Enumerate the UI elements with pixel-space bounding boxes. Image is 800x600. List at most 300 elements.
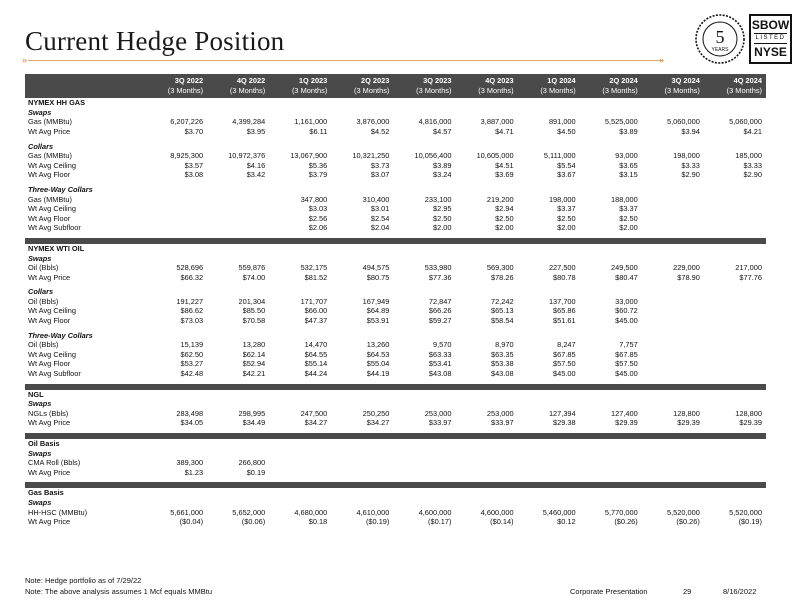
table-cell: 229,000 bbox=[673, 263, 700, 273]
column-header-quarter: 1Q 2023 bbox=[269, 74, 331, 86]
group-header-row bbox=[25, 331, 766, 341]
table-cell: 494,575 bbox=[362, 263, 390, 273]
row-label: Wt Avg Price bbox=[28, 467, 71, 477]
table-cell: $2.56 bbox=[308, 213, 328, 223]
table-cell: 5,661,000 bbox=[170, 507, 204, 517]
table-cell: $6.11 bbox=[309, 126, 328, 136]
table-cell: $1.23 bbox=[184, 467, 204, 477]
column-header-period: (3 Months) bbox=[642, 86, 704, 99]
table-cell: 188,000 bbox=[611, 194, 638, 204]
table-cell: $34.49 bbox=[242, 418, 266, 428]
table-cell: 7,757 bbox=[619, 340, 638, 350]
table-cell bbox=[393, 458, 455, 468]
table-cell: $64.53 bbox=[366, 349, 390, 359]
table-cell: $34.27 bbox=[304, 418, 328, 428]
table-cell: $59.27 bbox=[428, 316, 452, 326]
row-label: Wt Avg Price bbox=[28, 272, 71, 282]
footer-presentation: Corporate Presentation bbox=[570, 587, 648, 596]
table-row bbox=[25, 151, 766, 161]
table-cell bbox=[704, 468, 766, 478]
row-label: HH-HSC (MMBtu) bbox=[28, 507, 88, 517]
table-cell: 13,067,900 bbox=[290, 151, 328, 161]
table-cell: $2.54 bbox=[370, 213, 390, 223]
header-blank-cell bbox=[25, 74, 145, 86]
table-cell: $55.14 bbox=[304, 359, 328, 369]
table-cell: 5,060,000 bbox=[729, 117, 762, 127]
table-cell: $3.33 bbox=[681, 160, 700, 170]
column-header-period: (3 Months) bbox=[704, 86, 766, 99]
table-cell bbox=[145, 195, 207, 205]
table-cell: $44.24 bbox=[304, 369, 328, 379]
column-header-quarter: 3Q 2022 bbox=[145, 74, 207, 86]
table-cell: $33.97 bbox=[428, 418, 452, 428]
table-cell: 191,227 bbox=[176, 296, 204, 306]
table-cell: $66.26 bbox=[428, 306, 452, 316]
table-cell bbox=[642, 204, 704, 214]
table-cell: 10,605,000 bbox=[476, 151, 514, 161]
exchange-name: NYSE bbox=[754, 45, 787, 59]
row-label: Wt Avg Price bbox=[28, 418, 71, 428]
table-cell: $52.94 bbox=[242, 359, 266, 369]
table-cell: 128,800 bbox=[735, 408, 762, 418]
column-header-quarter: 3Q 2023 bbox=[393, 74, 455, 86]
group-header-row bbox=[25, 254, 766, 264]
table-cell: $4.52 bbox=[370, 126, 390, 136]
table-cell: ($0.26) bbox=[676, 517, 700, 527]
table-cell bbox=[580, 468, 642, 478]
table-cell: 3,887,000 bbox=[480, 117, 514, 127]
table-cell bbox=[704, 316, 766, 326]
column-header-quarter: 3Q 2024 bbox=[642, 74, 704, 86]
table-cell: $5.54 bbox=[557, 160, 576, 170]
table-cell: $34.05 bbox=[180, 418, 204, 428]
table-cell: $81.52 bbox=[304, 272, 328, 282]
row-label: Wt Avg Floor bbox=[28, 316, 71, 326]
table-cell: 4,816,000 bbox=[418, 117, 452, 127]
column-header-period: (3 Months) bbox=[207, 86, 269, 99]
column-header-quarter: 2Q 2024 bbox=[580, 74, 642, 86]
table-cell bbox=[642, 297, 704, 307]
row-label: Wt Avg Ceiling bbox=[28, 160, 76, 170]
table-cell: $2.50 bbox=[495, 213, 514, 223]
row-label: Wt Avg Price bbox=[28, 517, 71, 527]
table-cell: 127,394 bbox=[548, 408, 576, 418]
footnote-1: Note: Hedge portfolio as of 7/29/22 bbox=[25, 576, 142, 585]
seal-number: 5 bbox=[715, 27, 725, 47]
table-cell: $80.75 bbox=[366, 272, 390, 282]
table-cell: $42.21 bbox=[242, 369, 266, 379]
table-cell: 532,175 bbox=[300, 263, 328, 273]
table-cell: 5,770,000 bbox=[604, 507, 638, 517]
table-cell bbox=[269, 468, 331, 478]
table-row bbox=[25, 468, 766, 478]
table-cell: $0.12 bbox=[557, 517, 576, 527]
table-cell: $2.04 bbox=[370, 223, 390, 233]
table-cell: 266,800 bbox=[238, 458, 266, 468]
table-cell: $58.54 bbox=[490, 316, 514, 326]
table-cell: ($0.19) bbox=[738, 517, 762, 527]
anniversary-seal-icon bbox=[694, 10, 746, 68]
table-cell: 528,696 bbox=[176, 263, 204, 273]
table-cell: ($0.26) bbox=[614, 517, 638, 527]
table-cell: 5,460,000 bbox=[542, 507, 576, 517]
column-header-period: (3 Months) bbox=[145, 86, 207, 99]
table-cell: 127,400 bbox=[611, 408, 638, 418]
table-cell: $2.50 bbox=[619, 213, 638, 223]
table-cell: $3.01 bbox=[370, 204, 390, 214]
table-cell: $4.71 bbox=[495, 126, 514, 136]
table-cell: $70.58 bbox=[242, 316, 266, 326]
table-cell bbox=[145, 204, 207, 214]
column-header-period: (3 Months) bbox=[331, 86, 393, 99]
table-cell: $53.41 bbox=[428, 359, 452, 369]
table-cell: $3.37 bbox=[619, 204, 638, 214]
table-cell: $29.39 bbox=[677, 418, 700, 428]
table-cell: $53.38 bbox=[490, 359, 514, 369]
table-cell: 201,304 bbox=[238, 296, 266, 306]
table-cell: 128,800 bbox=[673, 408, 700, 418]
table-cell: $51.61 bbox=[553, 316, 576, 326]
row-label: CMA Roll (Bbls) bbox=[28, 458, 81, 468]
table-cell: $2.90 bbox=[681, 170, 700, 180]
table-cell bbox=[455, 468, 517, 478]
group-title: Swaps bbox=[28, 107, 52, 117]
group-title: Swaps bbox=[28, 448, 52, 458]
table-cell: $3.67 bbox=[557, 170, 576, 180]
table-cell: 283,498 bbox=[176, 408, 204, 418]
table-cell: $0.18 bbox=[308, 517, 328, 527]
row-label: Wt Avg Ceiling bbox=[28, 204, 76, 214]
table-cell: 10,972,376 bbox=[228, 151, 266, 161]
table-cell: 5,060,000 bbox=[666, 117, 700, 127]
table-row bbox=[25, 223, 766, 233]
table-row bbox=[25, 170, 766, 180]
table-row bbox=[25, 340, 766, 350]
group-title: Three-Way Collars bbox=[28, 184, 93, 194]
table-cell: 253,000 bbox=[486, 408, 514, 418]
table-cell: $4.50 bbox=[557, 126, 576, 136]
table-cell: $4.21 bbox=[743, 126, 762, 136]
table-cell bbox=[642, 458, 704, 468]
table-cell: $64.89 bbox=[366, 306, 390, 316]
row-label: Wt Avg Floor bbox=[28, 213, 71, 223]
table-cell: 250,250 bbox=[362, 408, 390, 418]
table-cell: $44.19 bbox=[366, 369, 390, 379]
table-cell: ($0.17) bbox=[428, 517, 452, 527]
table-row bbox=[25, 316, 766, 326]
row-label: Oil (Bbls) bbox=[28, 340, 59, 350]
table-cell: $2.90 bbox=[743, 170, 762, 180]
header-quarter-row bbox=[25, 74, 766, 86]
section-header-row bbox=[25, 98, 766, 108]
table-cell: 219,200 bbox=[486, 194, 514, 204]
table-cell: 137,700 bbox=[548, 296, 576, 306]
table-cell bbox=[331, 458, 393, 468]
table-cell bbox=[704, 195, 766, 205]
title-rule bbox=[28, 60, 663, 61]
table-cell: $4.16 bbox=[246, 160, 266, 170]
row-label: Oil (Bbls) bbox=[28, 263, 59, 273]
table-cell: 8,925,300 bbox=[170, 151, 204, 161]
row-label: Wt Avg Subfloor bbox=[28, 369, 81, 379]
table-row bbox=[25, 117, 766, 127]
table-cell: 72,847 bbox=[428, 296, 452, 306]
row-label: NGLs (Bbls) bbox=[28, 408, 69, 418]
company-logo bbox=[694, 10, 794, 68]
table-cell: 227,500 bbox=[548, 263, 576, 273]
row-label: Wt Avg Price bbox=[28, 126, 71, 136]
table-cell: $67.85 bbox=[553, 349, 576, 359]
table-cell: 185,000 bbox=[735, 151, 762, 161]
table-cell: $63.35 bbox=[490, 349, 514, 359]
table-cell: $29.39 bbox=[615, 418, 638, 428]
table-cell: 8,247 bbox=[557, 340, 576, 350]
table-cell bbox=[331, 468, 393, 478]
table-cell: 5,525,000 bbox=[604, 117, 638, 127]
table-cell: $47.37 bbox=[304, 316, 328, 326]
table-cell: $3.07 bbox=[370, 170, 390, 180]
group-header-row bbox=[25, 142, 766, 152]
table-cell: 217,000 bbox=[735, 263, 762, 273]
group-title: Swaps bbox=[28, 253, 52, 263]
table-cell bbox=[704, 297, 766, 307]
table-cell: $43.08 bbox=[428, 369, 452, 379]
table-cell: $3.73 bbox=[370, 160, 390, 170]
table-cell: 5,652,000 bbox=[232, 507, 266, 517]
table-cell: $57.50 bbox=[615, 359, 638, 369]
section-header-row bbox=[25, 439, 766, 449]
table-cell: $2.00 bbox=[619, 223, 638, 233]
table-cell: 14,470 bbox=[304, 340, 328, 350]
table-cell bbox=[704, 350, 766, 360]
table-cell: $3.65 bbox=[619, 160, 638, 170]
section-title: Oil Basis bbox=[28, 439, 60, 448]
table-cell bbox=[642, 359, 704, 369]
table-cell: $85.50 bbox=[242, 306, 266, 316]
table-cell: 5,520,000 bbox=[666, 507, 700, 517]
table-cell: 298,995 bbox=[238, 408, 266, 418]
table-row bbox=[25, 508, 766, 518]
table-cell: $2.50 bbox=[557, 213, 576, 223]
table-cell: 6,207,226 bbox=[170, 117, 204, 127]
column-header-quarter: 4Q 2022 bbox=[207, 74, 269, 86]
table-cell bbox=[704, 359, 766, 369]
table-cell bbox=[642, 306, 704, 316]
table-cell bbox=[704, 204, 766, 214]
row-label: Wt Avg Floor bbox=[28, 170, 71, 180]
table-cell: $3.70 bbox=[184, 126, 204, 136]
section-title: NYMEX WTI OIL bbox=[28, 243, 85, 253]
table-cell: 253,000 bbox=[424, 408, 452, 418]
table-cell bbox=[207, 195, 269, 205]
table-cell: $60.72 bbox=[615, 306, 638, 316]
table-cell bbox=[642, 214, 704, 224]
table-cell: 389,300 bbox=[176, 458, 204, 468]
table-cell: $78.26 bbox=[490, 272, 514, 282]
section-title: NGL bbox=[28, 389, 44, 399]
table-cell: $29.38 bbox=[553, 418, 576, 428]
table-cell bbox=[704, 369, 766, 379]
table-row bbox=[25, 297, 766, 307]
table-cell bbox=[145, 214, 207, 224]
table-row bbox=[25, 369, 766, 379]
table-cell: $86.62 bbox=[180, 306, 204, 316]
group-header-row bbox=[25, 449, 766, 459]
table-cell bbox=[642, 316, 704, 326]
table-cell: 13,260 bbox=[366, 340, 390, 350]
table-cell: $3.33 bbox=[743, 160, 762, 170]
table-cell: 198,000 bbox=[548, 194, 576, 204]
table-cell: $3.42 bbox=[246, 170, 266, 180]
table-cell: ($0.04) bbox=[179, 517, 204, 527]
footnote-2: Note: The above analysis assumes 1 Mcf equals MMBtu bbox=[25, 587, 213, 596]
table-cell: 10,056,400 bbox=[414, 151, 452, 161]
ticker-badge bbox=[749, 14, 792, 64]
table-cell bbox=[455, 458, 517, 468]
table-cell: ($0.06) bbox=[241, 517, 266, 527]
seal-text: YEARS bbox=[711, 47, 729, 53]
table-cell: 3,876,000 bbox=[356, 117, 390, 127]
table-cell: $65.13 bbox=[490, 306, 514, 316]
table-cell: $57.50 bbox=[553, 359, 576, 369]
table-cell: 247,500 bbox=[300, 408, 328, 418]
table-cell: 1,161,000 bbox=[294, 117, 328, 127]
table-cell: $62.50 bbox=[180, 349, 204, 359]
table-cell: $4.57 bbox=[432, 126, 452, 136]
section-title: Gas Basis bbox=[28, 488, 64, 498]
table-cell: 569,300 bbox=[486, 263, 514, 273]
table-cell bbox=[642, 350, 704, 360]
table-row bbox=[25, 127, 766, 137]
row-label: Gas (MMBtu) bbox=[28, 117, 72, 127]
table-row bbox=[25, 161, 766, 171]
table-cell: 233,100 bbox=[424, 194, 452, 204]
row-label: Wt Avg Ceiling bbox=[28, 306, 76, 316]
group-title: Swaps bbox=[28, 497, 52, 507]
table-cell: $3.89 bbox=[619, 126, 638, 136]
table-cell: $45.00 bbox=[615, 369, 638, 379]
ticker-symbol: SBOW bbox=[751, 18, 790, 32]
table-cell bbox=[704, 340, 766, 350]
table-cell: $4.51 bbox=[495, 160, 514, 170]
row-label: Wt Avg Subfloor bbox=[28, 223, 81, 233]
table-cell: 93,000 bbox=[615, 151, 638, 161]
table-cell bbox=[393, 468, 455, 478]
table-cell: 13,280 bbox=[242, 340, 266, 350]
table-cell: $3.03 bbox=[308, 204, 328, 214]
table-cell: 10,321,250 bbox=[352, 151, 390, 161]
table-cell: $66.32 bbox=[180, 272, 204, 282]
table-cell bbox=[642, 195, 704, 205]
hedge-table-body bbox=[25, 98, 766, 527]
table-cell: 310,400 bbox=[362, 194, 390, 204]
table-cell: $62.14 bbox=[242, 349, 266, 359]
table-cell: $3.57 bbox=[184, 160, 204, 170]
table-cell: 5,111,000 bbox=[543, 151, 576, 161]
table-cell: 347,800 bbox=[300, 194, 328, 204]
header-months-row bbox=[25, 86, 766, 99]
hedge-table bbox=[25, 74, 766, 527]
table-cell: 9,570 bbox=[432, 340, 452, 350]
row-label: Wt Avg Ceiling bbox=[28, 349, 76, 359]
table-cell: $74.00 bbox=[242, 272, 266, 282]
table-cell: $55.04 bbox=[366, 359, 390, 369]
table-cell bbox=[145, 223, 207, 233]
table-cell bbox=[642, 468, 704, 478]
table-cell: $33.97 bbox=[490, 418, 514, 428]
table-cell: $43.08 bbox=[490, 369, 514, 379]
table-cell bbox=[518, 458, 580, 468]
group-title: Three-Way Collars bbox=[28, 330, 93, 340]
table-cell: $65.86 bbox=[553, 306, 576, 316]
table-cell: $2.06 bbox=[308, 223, 328, 233]
table-cell: 4,399,284 bbox=[232, 117, 266, 127]
column-header-period: (3 Months) bbox=[393, 86, 455, 99]
table-cell: $2.95 bbox=[432, 204, 452, 214]
table-cell: $66.00 bbox=[304, 306, 328, 316]
section-header-row bbox=[25, 488, 766, 498]
table-row bbox=[25, 214, 766, 224]
table-row bbox=[25, 263, 766, 273]
table-cell: $73.03 bbox=[180, 316, 204, 326]
column-header-period: (3 Months) bbox=[518, 86, 580, 99]
table-cell: $3.79 bbox=[308, 170, 328, 180]
table-cell: $77.76 bbox=[739, 272, 762, 282]
column-header-quarter: 4Q 2024 bbox=[704, 74, 766, 86]
table-cell: $42.48 bbox=[180, 369, 204, 379]
table-cell: $78.90 bbox=[677, 272, 700, 282]
table-row bbox=[25, 306, 766, 316]
table-row bbox=[25, 359, 766, 369]
row-label: Wt Avg Floor bbox=[28, 359, 71, 369]
section-header-row bbox=[25, 390, 766, 400]
table-cell: 4,600,000 bbox=[418, 507, 452, 517]
table-cell bbox=[580, 458, 642, 468]
table-cell: $3.24 bbox=[432, 170, 452, 180]
table-cell: 198,000 bbox=[673, 151, 700, 161]
table-cell: 8,970 bbox=[495, 340, 514, 350]
table-cell: 72,242 bbox=[490, 296, 514, 306]
table-cell: $3.08 bbox=[184, 170, 204, 180]
table-cell: 167,949 bbox=[362, 296, 390, 306]
table-cell: $2.00 bbox=[432, 223, 452, 233]
table-row bbox=[25, 204, 766, 214]
table-cell bbox=[704, 458, 766, 468]
group-header-row bbox=[25, 498, 766, 508]
table-cell bbox=[704, 306, 766, 316]
column-header-quarter: 1Q 2024 bbox=[518, 74, 580, 86]
row-label: Gas (MMBtu) bbox=[28, 194, 72, 204]
table-cell: $2.94 bbox=[495, 204, 514, 214]
table-row bbox=[25, 517, 766, 527]
table-cell: $34.27 bbox=[366, 418, 390, 428]
table-cell: $2.00 bbox=[557, 223, 576, 233]
row-label: Oil (Bbls) bbox=[28, 296, 59, 306]
table-cell bbox=[207, 223, 269, 233]
table-cell: $3.69 bbox=[495, 170, 514, 180]
rule-arrow-left-icon: » bbox=[22, 55, 28, 65]
group-header-row bbox=[25, 399, 766, 409]
table-cell: $3.37 bbox=[557, 204, 576, 214]
table-cell: 533,980 bbox=[424, 263, 452, 273]
table-cell bbox=[704, 223, 766, 233]
table-cell: $29.39 bbox=[739, 418, 762, 428]
table-cell: $45.00 bbox=[615, 316, 638, 326]
table-cell: 171,707 bbox=[300, 296, 328, 306]
table-cell: ($0.19) bbox=[365, 517, 390, 527]
table-cell: $63.33 bbox=[428, 349, 452, 359]
table-cell: $53.91 bbox=[366, 316, 390, 326]
